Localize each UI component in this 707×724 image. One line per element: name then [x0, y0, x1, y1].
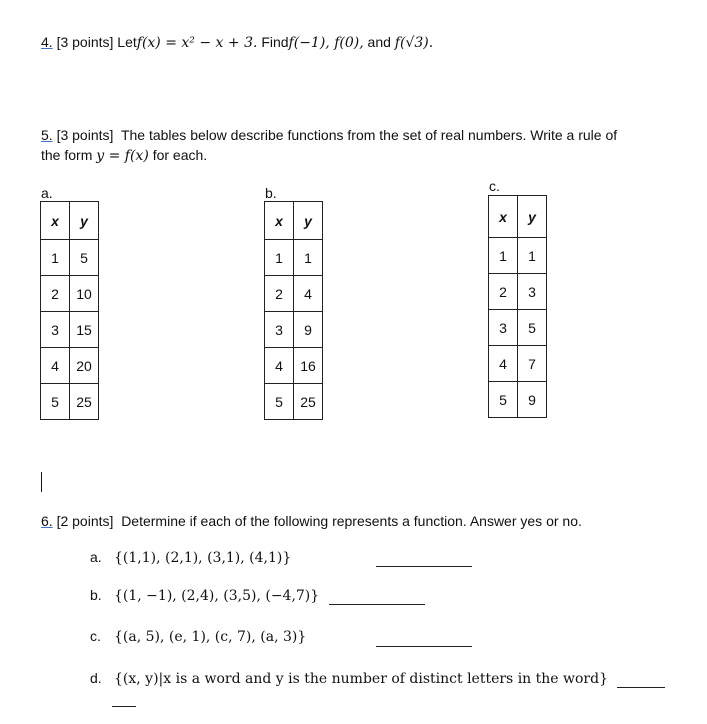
table-cell: 2: [489, 274, 518, 310]
item-label: c.: [90, 628, 101, 644]
table-cell: 2: [265, 276, 294, 312]
question-5-text: The tables below describe functions from the set of real numbers. Write a rule of: [120, 127, 618, 143]
table-cell: 9: [294, 312, 323, 348]
item-label: b.: [90, 587, 102, 603]
question-4-lead: Let: [117, 34, 137, 50]
answer-blank-c[interactable]: [376, 646, 472, 647]
table-cell: 4: [41, 348, 70, 384]
table-header-x: x: [265, 202, 294, 240]
question-4: [41, 32, 433, 53]
table-header-x: x: [41, 202, 70, 240]
table-header-y: y: [294, 202, 323, 240]
question-4-find: Find: [261, 34, 289, 50]
item-expression: {(1,1), (2,1), (3,1), (4,1)}: [114, 550, 292, 566]
question-4-number: 4.: [41, 34, 53, 50]
question-6-item-c: [90, 628, 306, 645]
table-cell: 9: [518, 382, 547, 418]
table-cell: 3: [518, 274, 547, 310]
answer-blank-b[interactable]: [329, 604, 425, 605]
table-cell: 5: [41, 384, 70, 420]
answer-blank-d-continued[interactable]: [112, 706, 136, 707]
answer-blank-a[interactable]: [376, 566, 472, 567]
question-4-points: [3 points]: [56, 34, 114, 50]
table-header-y: y: [518, 196, 547, 238]
question-5-rule-form: y = f(x): [96, 148, 149, 164]
question-6-item-b: [90, 587, 319, 604]
item-expression: {(1, −1), (2,4), (3,5), (−4,7)}: [114, 588, 320, 604]
question-5-text-end: for each.: [152, 147, 208, 163]
question-6-item-d: [90, 670, 608, 687]
table-cell: 5: [489, 382, 518, 418]
question-4-function: f(x) = x² − x + 3.: [136, 35, 258, 51]
table-cell: 7: [518, 346, 547, 382]
table-cell: 20: [70, 348, 99, 384]
table-cell: 16: [294, 348, 323, 384]
text-cursor[interactable]: [41, 472, 42, 492]
table-cell: 5: [265, 384, 294, 420]
table-cell: 5: [518, 310, 547, 346]
table-cell: 15: [70, 312, 99, 348]
table-cell: 4: [265, 348, 294, 384]
question-6-text: Determine if each of the following represents a function. Answer yes or no.: [121, 513, 582, 529]
table-cell: 3: [489, 310, 518, 346]
table-cell: 25: [70, 384, 99, 420]
question-5-number: 5.: [41, 127, 53, 143]
question-5-points: [3 points]: [56, 127, 114, 143]
question-6-item-a: [90, 549, 291, 566]
table-cell: 4: [294, 276, 323, 312]
question-4-and: and: [367, 34, 391, 50]
table-b-label: b.: [265, 185, 277, 201]
table-a-label: a.: [41, 185, 53, 201]
question-5: [41, 125, 681, 166]
function-table-c: [488, 195, 547, 418]
item-label: a.: [90, 549, 102, 565]
question-4-find-values: f(−1), f(0),: [288, 35, 364, 51]
table-cell: 1: [265, 240, 294, 276]
item-expression: {(x, y)|x is a word and y is the number of distinct letters in the word}: [114, 671, 608, 687]
function-table-a: [40, 201, 99, 420]
question-6-number: 6.: [41, 513, 53, 529]
question-4-last-value: f(√3).: [394, 35, 434, 51]
table-cell: 1: [489, 238, 518, 274]
table-cell: 10: [70, 276, 99, 312]
table-cell: 3: [41, 312, 70, 348]
table-cell: 1: [518, 238, 547, 274]
item-expression: {(a, 5), (e, 1), (c, 7), (a, 3)}: [114, 629, 307, 645]
table-header-y: y: [70, 202, 99, 240]
question-6-points: [2 points]: [56, 513, 114, 529]
table-c-label: c.: [489, 178, 500, 194]
question-6: [41, 511, 582, 531]
table-cell: 3: [265, 312, 294, 348]
question-5-text-form: the form: [41, 147, 93, 163]
table-cell: 25: [294, 384, 323, 420]
table-cell: 5: [70, 240, 99, 276]
answer-blank-d[interactable]: [617, 687, 665, 688]
table-cell: 1: [41, 240, 70, 276]
table-cell: 2: [41, 276, 70, 312]
table-header-x: x: [489, 196, 518, 238]
function-table-b: [264, 201, 323, 420]
table-cell: 1: [294, 240, 323, 276]
table-cell: 4: [489, 346, 518, 382]
item-label: d.: [90, 670, 102, 686]
